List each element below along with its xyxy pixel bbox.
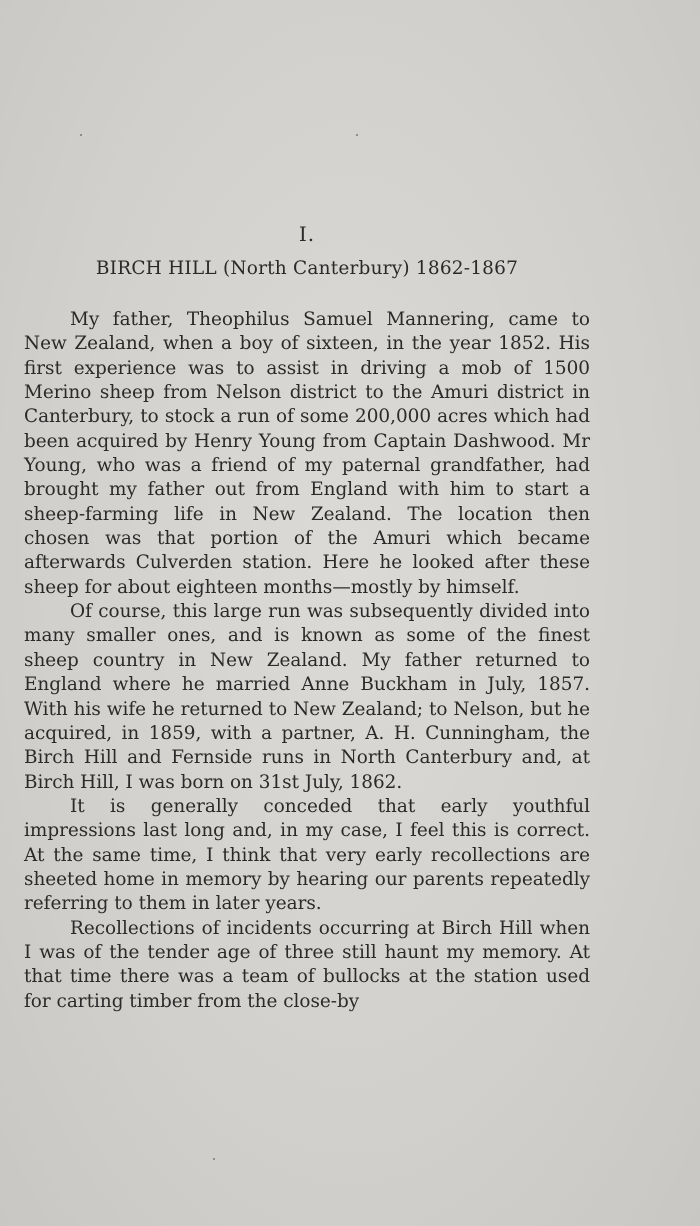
paper-speck bbox=[356, 134, 358, 136]
body-text bbox=[24, 308, 590, 1014]
paragraph: Of course, this large run was subsequently divided into many smaller ones, and is known as some of the finest sheep country in New Zealand. My father returned to England where he married Anne Buckham in July, 1857. With his wife he returned to New Zealand; to Nelson, but he acquired, in 1859, with a partner, A. H. Cunningham, the Birch Hill and Fernside runs in North Canterbury and, at Birch Hill, I was born on 31st July, 1862. bbox=[24, 601, 590, 793]
paragraph: My father, Theophilus Samuel Mannering, came to New Zealand, when a boy of sixteen, in the year 1852. His first experience was to assist in driving a mob of 1500 Merino sheep from Nelson district to the Amuri district in Canterbury, to stock a run of some 200,000 acres which had been acquired by Henry Young from Captain Dashwood. Mr Young, who was a friend of my paternal grandfather, had brought my father out from England with him to start a sheep-farming life in New Zealand. The location then chosen was that portion of the Amuri which became afterwards Culverden station. Here he looked after these sheep for about eighteen months—mostly by himself. bbox=[24, 309, 590, 598]
chapter-number: I. bbox=[298, 222, 316, 246]
paragraph: Recollections of incidents occurring at Birch Hill when I was of the tender age of three still haunt my memory. At that time there was a team of bullocks at the station used for carting timber from the close-by bbox=[24, 917, 590, 1012]
paper-speck bbox=[80, 134, 82, 136]
paper-speck bbox=[213, 1158, 215, 1160]
chapter-title: BIRCH HILL (North Canterbury) 1862-1867 bbox=[95, 258, 519, 279]
paragraph: It is generally conceded that early youthful impressions last long and, in my case, I feel this is correct. At the same time, I think that very early recollections are sheeted home in memory by hearing our parents repeatedly referring to them in later years. bbox=[24, 795, 590, 915]
